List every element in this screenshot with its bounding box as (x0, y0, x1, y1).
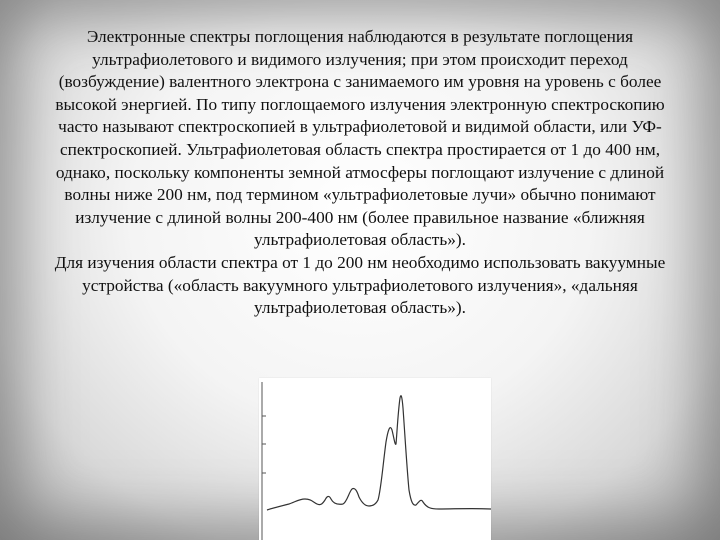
absorption-spectrum-figure (259, 378, 491, 540)
spectrum-curve (267, 396, 491, 510)
paragraph-uv-absorption: Электронные спектры поглощения наблюдаются в результате поглощения ультрафиолетового и видимого излучения; при этом происходит переход (возбуждение) валентного электрона с занимаемого им уровня на уровень с более высокой энергией. По типу поглощаемого излучения электронную спектроскопию часто называют спектроскопией в ультрафиолетовой и видимой области, или УФ-спектроскопией. Ультрафиолетовая область спектра простирается от 1 до 400 нм, однако, поскольку компоненты земной атмосферы поглощают излучение с длиной волны ниже 200 нм, под термином «ультрафиолетовые лучи» обычно понимают излучение с длиной волны 200-400 нм (более правильное название «ближняя ультрафиолетовая область»). (55, 27, 665, 250)
absorption-spectrum-plot (259, 378, 491, 540)
slide-text (40, 26, 680, 320)
paragraph-vacuum-uv: Для изучения области спектра от 1 до 200 нм необходимо использовать вакуумные устройства («область вакуумного ультрафиолетового излучения», «дальняя ультрафиолетовая область»). (54, 252, 666, 318)
